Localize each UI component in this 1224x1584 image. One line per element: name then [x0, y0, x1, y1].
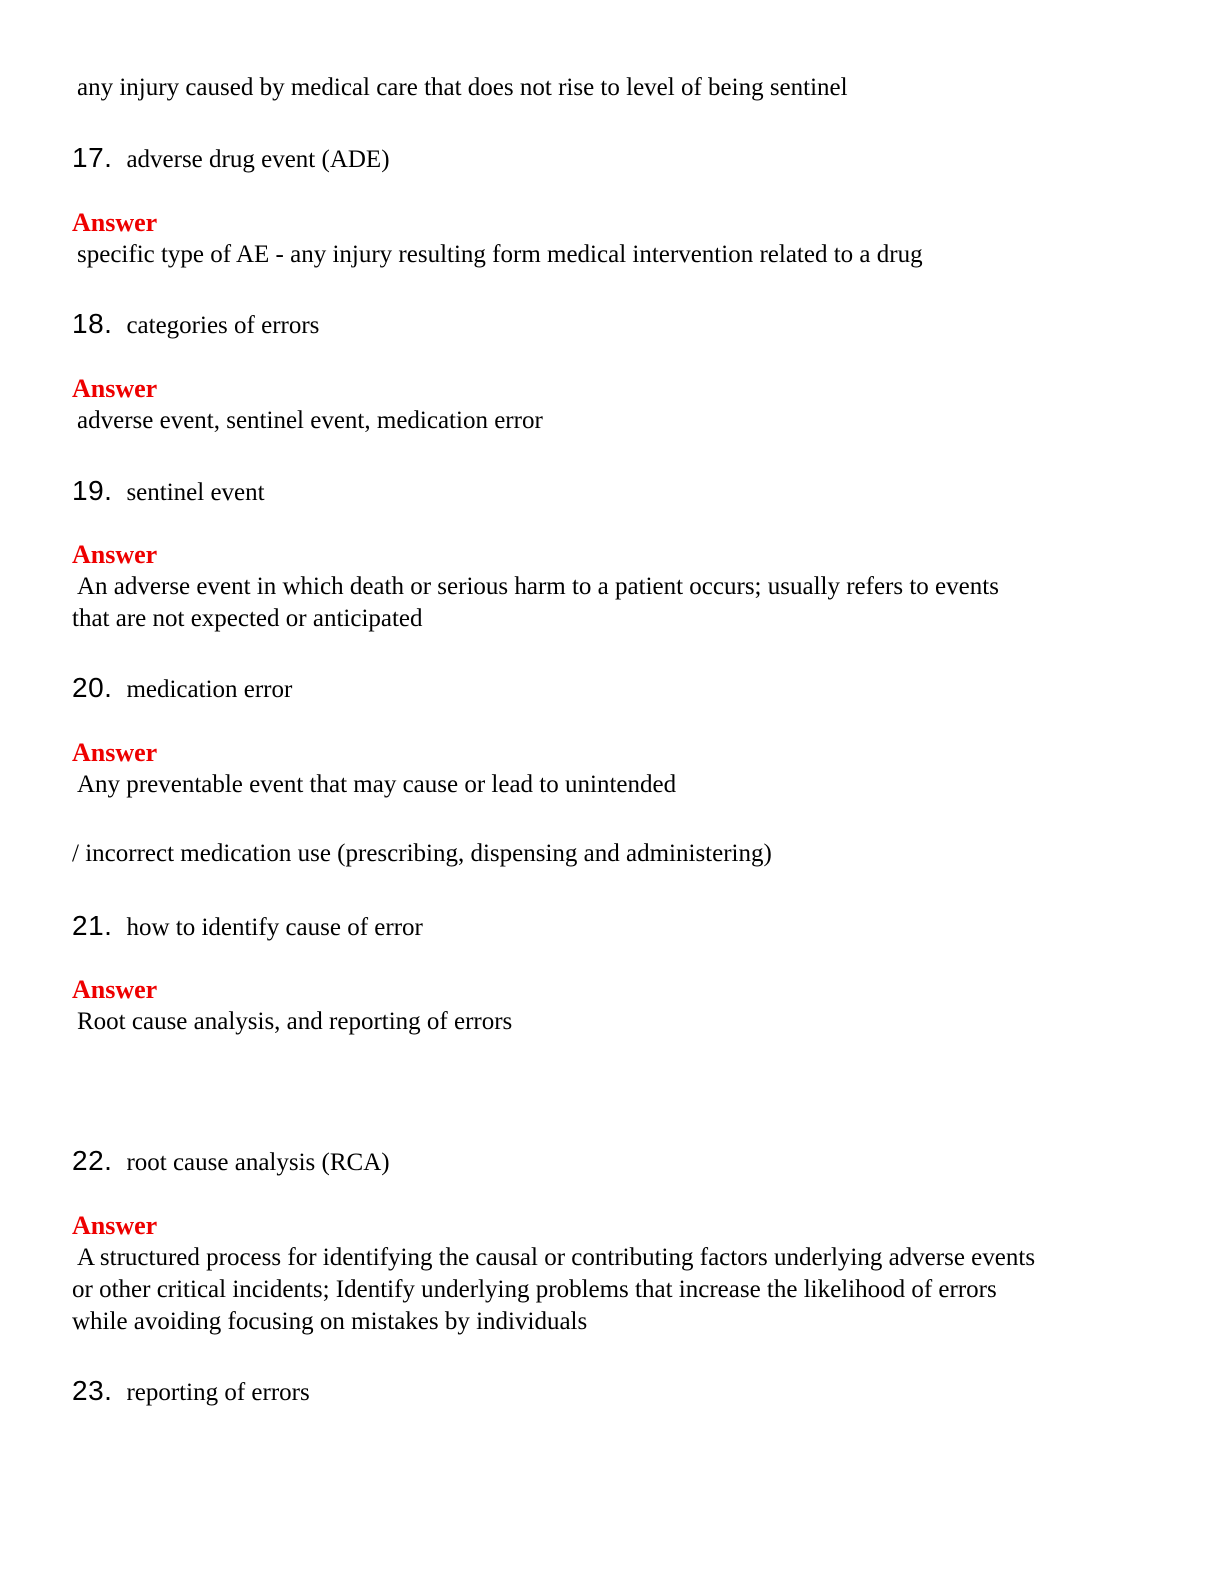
answer-label: Answer [72, 1211, 158, 1240]
question-text: categories of errors [126, 312, 320, 339]
question-text: medication error [126, 676, 293, 703]
question-23 [72, 1375, 310, 1409]
answer-label: Answer [72, 208, 158, 237]
answer-19 [72, 571, 1152, 635]
answer-line: while avoiding focusing on mistakes by individuals [72, 1308, 588, 1335]
answer-21 [72, 1006, 1152, 1038]
question-number: 20. [72, 672, 113, 703]
question-text: reporting of errors [126, 1379, 310, 1406]
question-text: how to identify cause of error [126, 914, 423, 941]
question-number: 19. [72, 475, 113, 506]
question-text: adverse drug event (ADE) [126, 146, 390, 173]
answer-line: adverse event, sentinel event, medication error [77, 407, 543, 434]
answer-line: specific type of AE - any injury resulting form medical intervention related to a drug [77, 241, 923, 268]
question-19 [72, 475, 265, 509]
question-text: sentinel event [126, 479, 265, 506]
answer-label: Answer [72, 374, 158, 403]
answer-line: Root cause analysis, and reporting of errors [77, 1008, 513, 1035]
answer-line: or other critical incidents; Identify underlying problems that increase the likelihood of errors [72, 1276, 997, 1303]
question-number: 22. [72, 1145, 113, 1176]
answer-18 [72, 405, 1152, 437]
answer-20 [72, 769, 1152, 801]
question-number: 23. [72, 1375, 113, 1406]
question-21 [72, 910, 423, 944]
answer-17 [72, 239, 1152, 271]
answer-label: Answer [72, 975, 158, 1004]
question-text: root cause analysis (RCA) [126, 1149, 390, 1176]
answer-line: A structured process for identifying the causal or contributing factors underlying adverse events [77, 1244, 1036, 1271]
question-number: 18. [72, 308, 113, 339]
answer-line: An adverse event in which death or serious harm to a patient occurs; usually refers to events [77, 573, 999, 600]
answer-continuation: / incorrect medication use (prescribing, dispensing and administering) [72, 840, 772, 867]
question-number: 17. [72, 142, 113, 173]
question-17 [72, 142, 390, 176]
question-18 [72, 308, 319, 342]
answer-22 [72, 1242, 1152, 1338]
question-22 [72, 1145, 390, 1179]
answer-line: Any preventable event that may cause or lead to unintended [77, 771, 677, 798]
answer-label: Answer [72, 738, 158, 767]
answer-text: any injury caused by medical care that does not rise to level of being sentinel [77, 74, 848, 101]
question-number: 21. [72, 910, 113, 941]
answer-label: Answer [72, 540, 158, 569]
answer-line: that are not expected or anticipated [72, 605, 423, 632]
question-20 [72, 672, 292, 706]
